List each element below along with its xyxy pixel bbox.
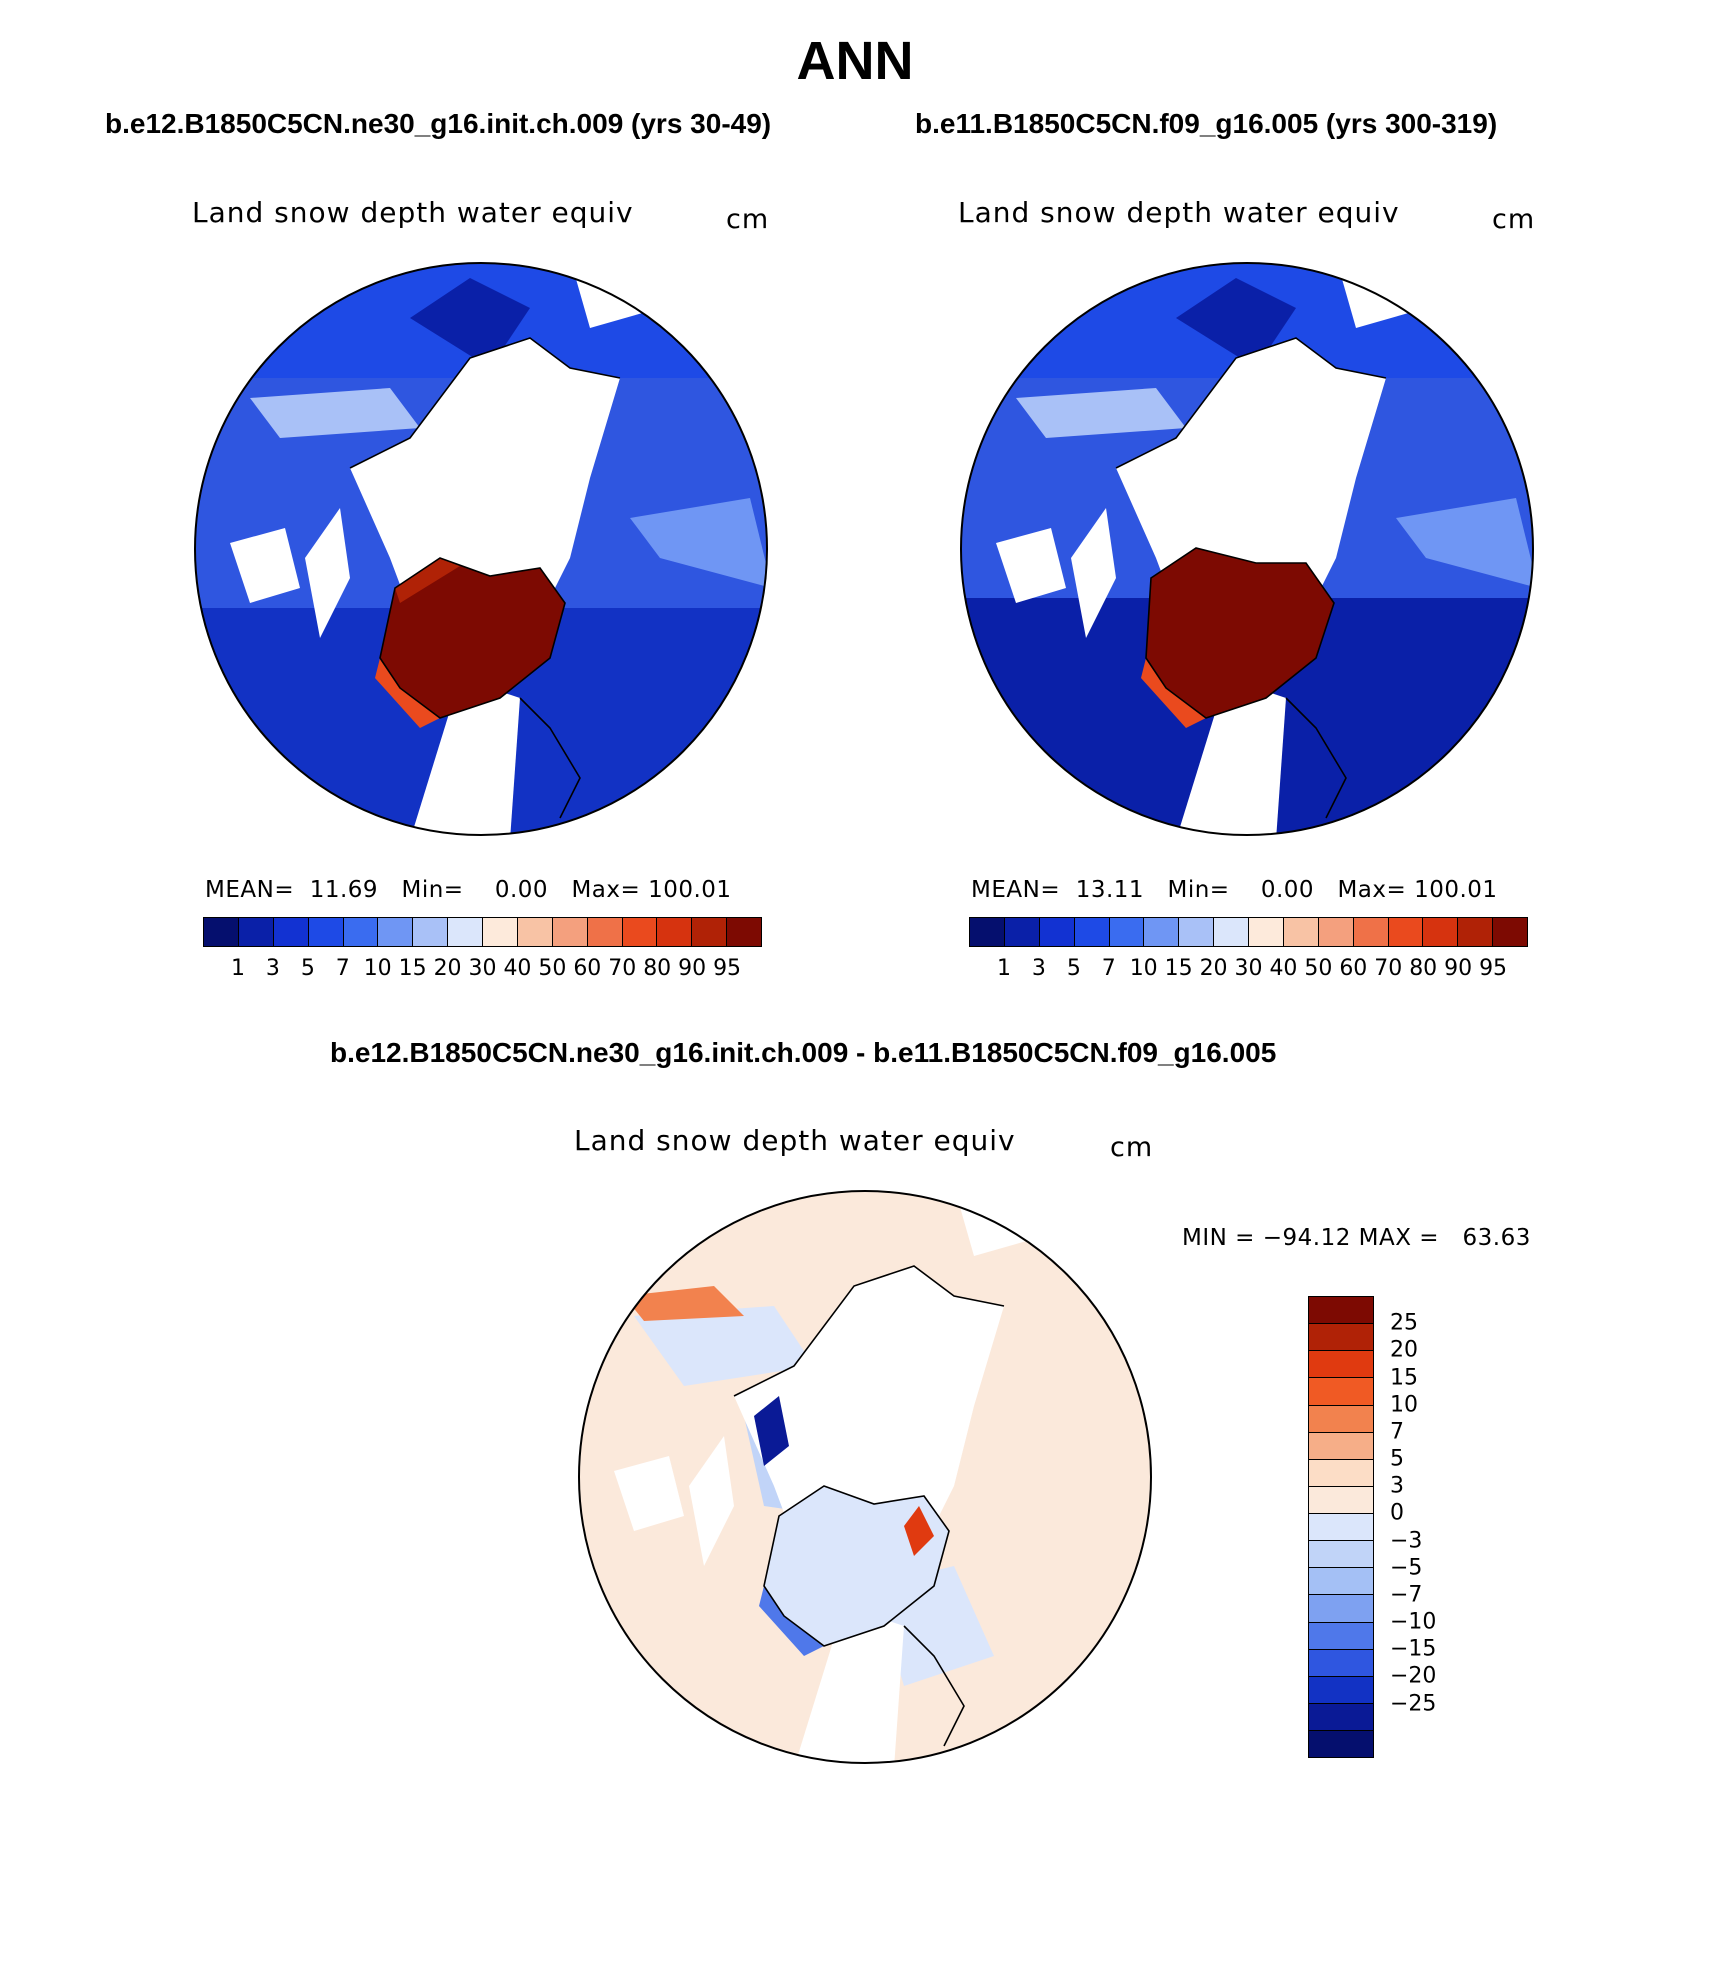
panel-b-colorbar-label: 90 [1444,956,1473,981]
panel-diff-colorbar-label: 5 [1390,1446,1404,1472]
panel-diff-colorbar-swatch [1309,1541,1373,1568]
panel-a-colorbar-label: 5 [300,956,315,981]
panel-diff-colorbar-label: −25 [1390,1691,1437,1717]
panel-a-colorbar-label: 3 [265,956,280,981]
panel-a-colorbar [203,917,762,947]
panel-a-colorbar-swatch [553,918,588,946]
panel-b-colorbar-swatch [1319,918,1354,946]
panel-a-variable: Land snow depth water equiv [192,196,634,229]
panel-diff-colorbar-label: 15 [1390,1365,1418,1391]
panel-a-colorbar-label: 1 [230,956,245,981]
panel-a-units: cm [726,204,770,235]
panel-a-colorbar-label: 50 [538,956,567,981]
panel-a-colorbar-label: 40 [503,956,532,981]
panel-diff-colorbar-swatch [1309,1650,1373,1677]
panel-a-stats: MEAN= 11.69 Min= 0.00 Max= 100.01 [205,877,732,903]
figure-title: ANN [796,31,914,91]
panel-b-variable: Land snow depth water equiv [958,196,1400,229]
panel-diff-units: cm [1110,1132,1154,1163]
panel-b-colorbar-label: 1 [996,956,1011,981]
panel-diff-colorbar-swatch [1309,1297,1373,1324]
panel-a-colorbar-label: 7 [335,956,350,981]
panel-b-colorbar-swatch [1354,918,1389,946]
panel-diff-stats: MIN = −94.12 MAX = 63.63 [1182,1225,1531,1251]
panel-b-colorbar-label: 95 [1479,956,1508,981]
panel-b-colorbar-swatch [1458,918,1493,946]
panel-a-colorbar-swatch [378,918,413,946]
panel-a-colorbar-swatch [623,918,658,946]
panel-b-colorbar-label: 15 [1164,956,1193,981]
panel-diff-colorbar-swatch [1309,1514,1373,1541]
panel-b-colorbar-label: 70 [1374,956,1403,981]
panel-diff-colorbar-label: −5 [1390,1555,1423,1581]
panel-diff-colorbar-swatch [1309,1351,1373,1378]
panel-diff-colorbar-swatch [1309,1704,1373,1731]
panel-b-colorbar-swatch [1249,918,1284,946]
panel-b-colorbar-label: 50 [1304,956,1333,981]
panel-b-colorbar-swatch [1110,918,1145,946]
panel-b-colorbar-swatch [1179,918,1214,946]
panel-b-colorbar-swatch [1389,918,1424,946]
panel-a-colorbar-label: 80 [643,956,672,981]
panel-a-colorbar-swatch [588,918,623,946]
panel-b-colorbar-swatch [1493,918,1527,946]
panel-a-colorbar-swatch [344,918,379,946]
panel-b-colorbar-label: 3 [1031,956,1046,981]
panel-diff-colorbar-label: 7 [1390,1419,1404,1445]
panel-diff-colorbar-swatch [1309,1378,1373,1405]
panel-a-colorbar-label: 90 [678,956,707,981]
panel-diff-colorbar-swatch [1309,1595,1373,1622]
panel-b-colorbar-labels [969,956,1526,986]
panel-a-colorbar-swatch [518,918,553,946]
panel-a-colorbar-swatch [448,918,483,946]
panel-b-colorbar [969,917,1528,947]
panel-diff-colorbar-swatch [1309,1406,1373,1433]
panel-b-colorbar-swatch [1075,918,1110,946]
panel-diff-colorbar-label: −10 [1390,1609,1437,1635]
panel-diff-colorbar-label: −7 [1390,1582,1423,1608]
panel-a-colorbar-swatch [483,918,518,946]
panel-a-colorbar-swatch [204,918,239,946]
panel-diff-colorbar-label: −15 [1390,1636,1437,1662]
panel-diff-colorbar-label: −3 [1390,1528,1423,1554]
case-a-title: b.e12.B1850C5CN.ne30_g16.init.ch.009 (yrs 30-49) [105,108,772,139]
panel-diff-map [574,1186,1156,1768]
panel-diff-colorbar-label: 25 [1390,1310,1418,1336]
panel-a-colorbar-swatch [657,918,692,946]
panel-a-colorbar-label: 30 [468,956,497,981]
panel-a-colorbar-swatch [692,918,727,946]
panel-b-colorbar-label: 30 [1234,956,1263,981]
panel-b-colorbar-label: 5 [1066,956,1081,981]
panel-a-colorbar-swatch [309,918,344,946]
panel-a-colorbar-label: 95 [713,956,742,981]
panel-b-colorbar-label: 40 [1269,956,1298,981]
panel-diff-colorbar-swatch [1309,1677,1373,1704]
panel-diff-colorbar-label: −20 [1390,1663,1437,1689]
panel-a-colorbar-label: 60 [573,956,602,981]
panel-a-colorbar-label: 70 [608,956,637,981]
panel-diff-colorbar-swatch [1309,1460,1373,1487]
panel-b-colorbar-swatch [1214,918,1249,946]
panel-diff-colorbar-label: 10 [1390,1392,1418,1418]
panel-diff-colorbar-label: 0 [1390,1500,1404,1526]
panel-b-colorbar-label: 10 [1129,956,1158,981]
panel-b-colorbar-swatch [1144,918,1179,946]
panel-b-map [956,258,1538,840]
panel-b-colorbar-label: 20 [1199,956,1228,981]
panel-a-colorbar-swatch [413,918,448,946]
panel-a-colorbar-label: 15 [398,956,427,981]
panel-diff-colorbar [1308,1296,1374,1758]
panel-b-stats: MEAN= 13.11 Min= 0.00 Max= 100.01 [971,877,1498,903]
panel-diff-colorbar-label: 3 [1390,1473,1404,1499]
panel-diff-colorbar-swatch [1309,1324,1373,1351]
panel-a-colorbar-label: 20 [433,956,462,981]
panel-diff-colorbar-label: 20 [1390,1337,1418,1363]
case-b-title: b.e11.B1850C5CN.f09_g16.005 (yrs 300-319) [915,108,1498,139]
panel-a-colorbar-swatch [727,918,761,946]
panel-diff-colorbar-swatch [1309,1487,1373,1514]
panel-b-colorbar-label: 80 [1409,956,1438,981]
panel-a-colorbar-swatch [274,918,309,946]
panel-diff-colorbar-swatch [1309,1731,1373,1757]
panel-diff-colorbar-swatch [1309,1568,1373,1595]
panel-b-colorbar-label: 7 [1101,956,1116,981]
diff-title: b.e12.B1850C5CN.ne30_g16.init.ch.009 - b.e11.B1850C5CN.f09_g16.005 [330,1037,1277,1068]
panel-b-colorbar-swatch [1040,918,1075,946]
panel-diff-colorbar-swatch [1309,1623,1373,1650]
panel-b-colorbar-swatch [1284,918,1319,946]
panel-a-colorbar-labels [203,956,760,986]
panel-a-colorbar-swatch [239,918,274,946]
panel-b-colorbar-swatch [1005,918,1040,946]
panel-diff-colorbar-swatch [1309,1433,1373,1460]
panel-b-colorbar-swatch [1423,918,1458,946]
panel-b-colorbar-swatch [970,918,1005,946]
panel-diff-variable: Land snow depth water equiv [574,1124,1016,1157]
panel-b-colorbar-label: 60 [1339,956,1368,981]
panel-b-units: cm [1492,204,1536,235]
panel-a-map [190,258,772,840]
panel-a-colorbar-label: 10 [363,956,392,981]
